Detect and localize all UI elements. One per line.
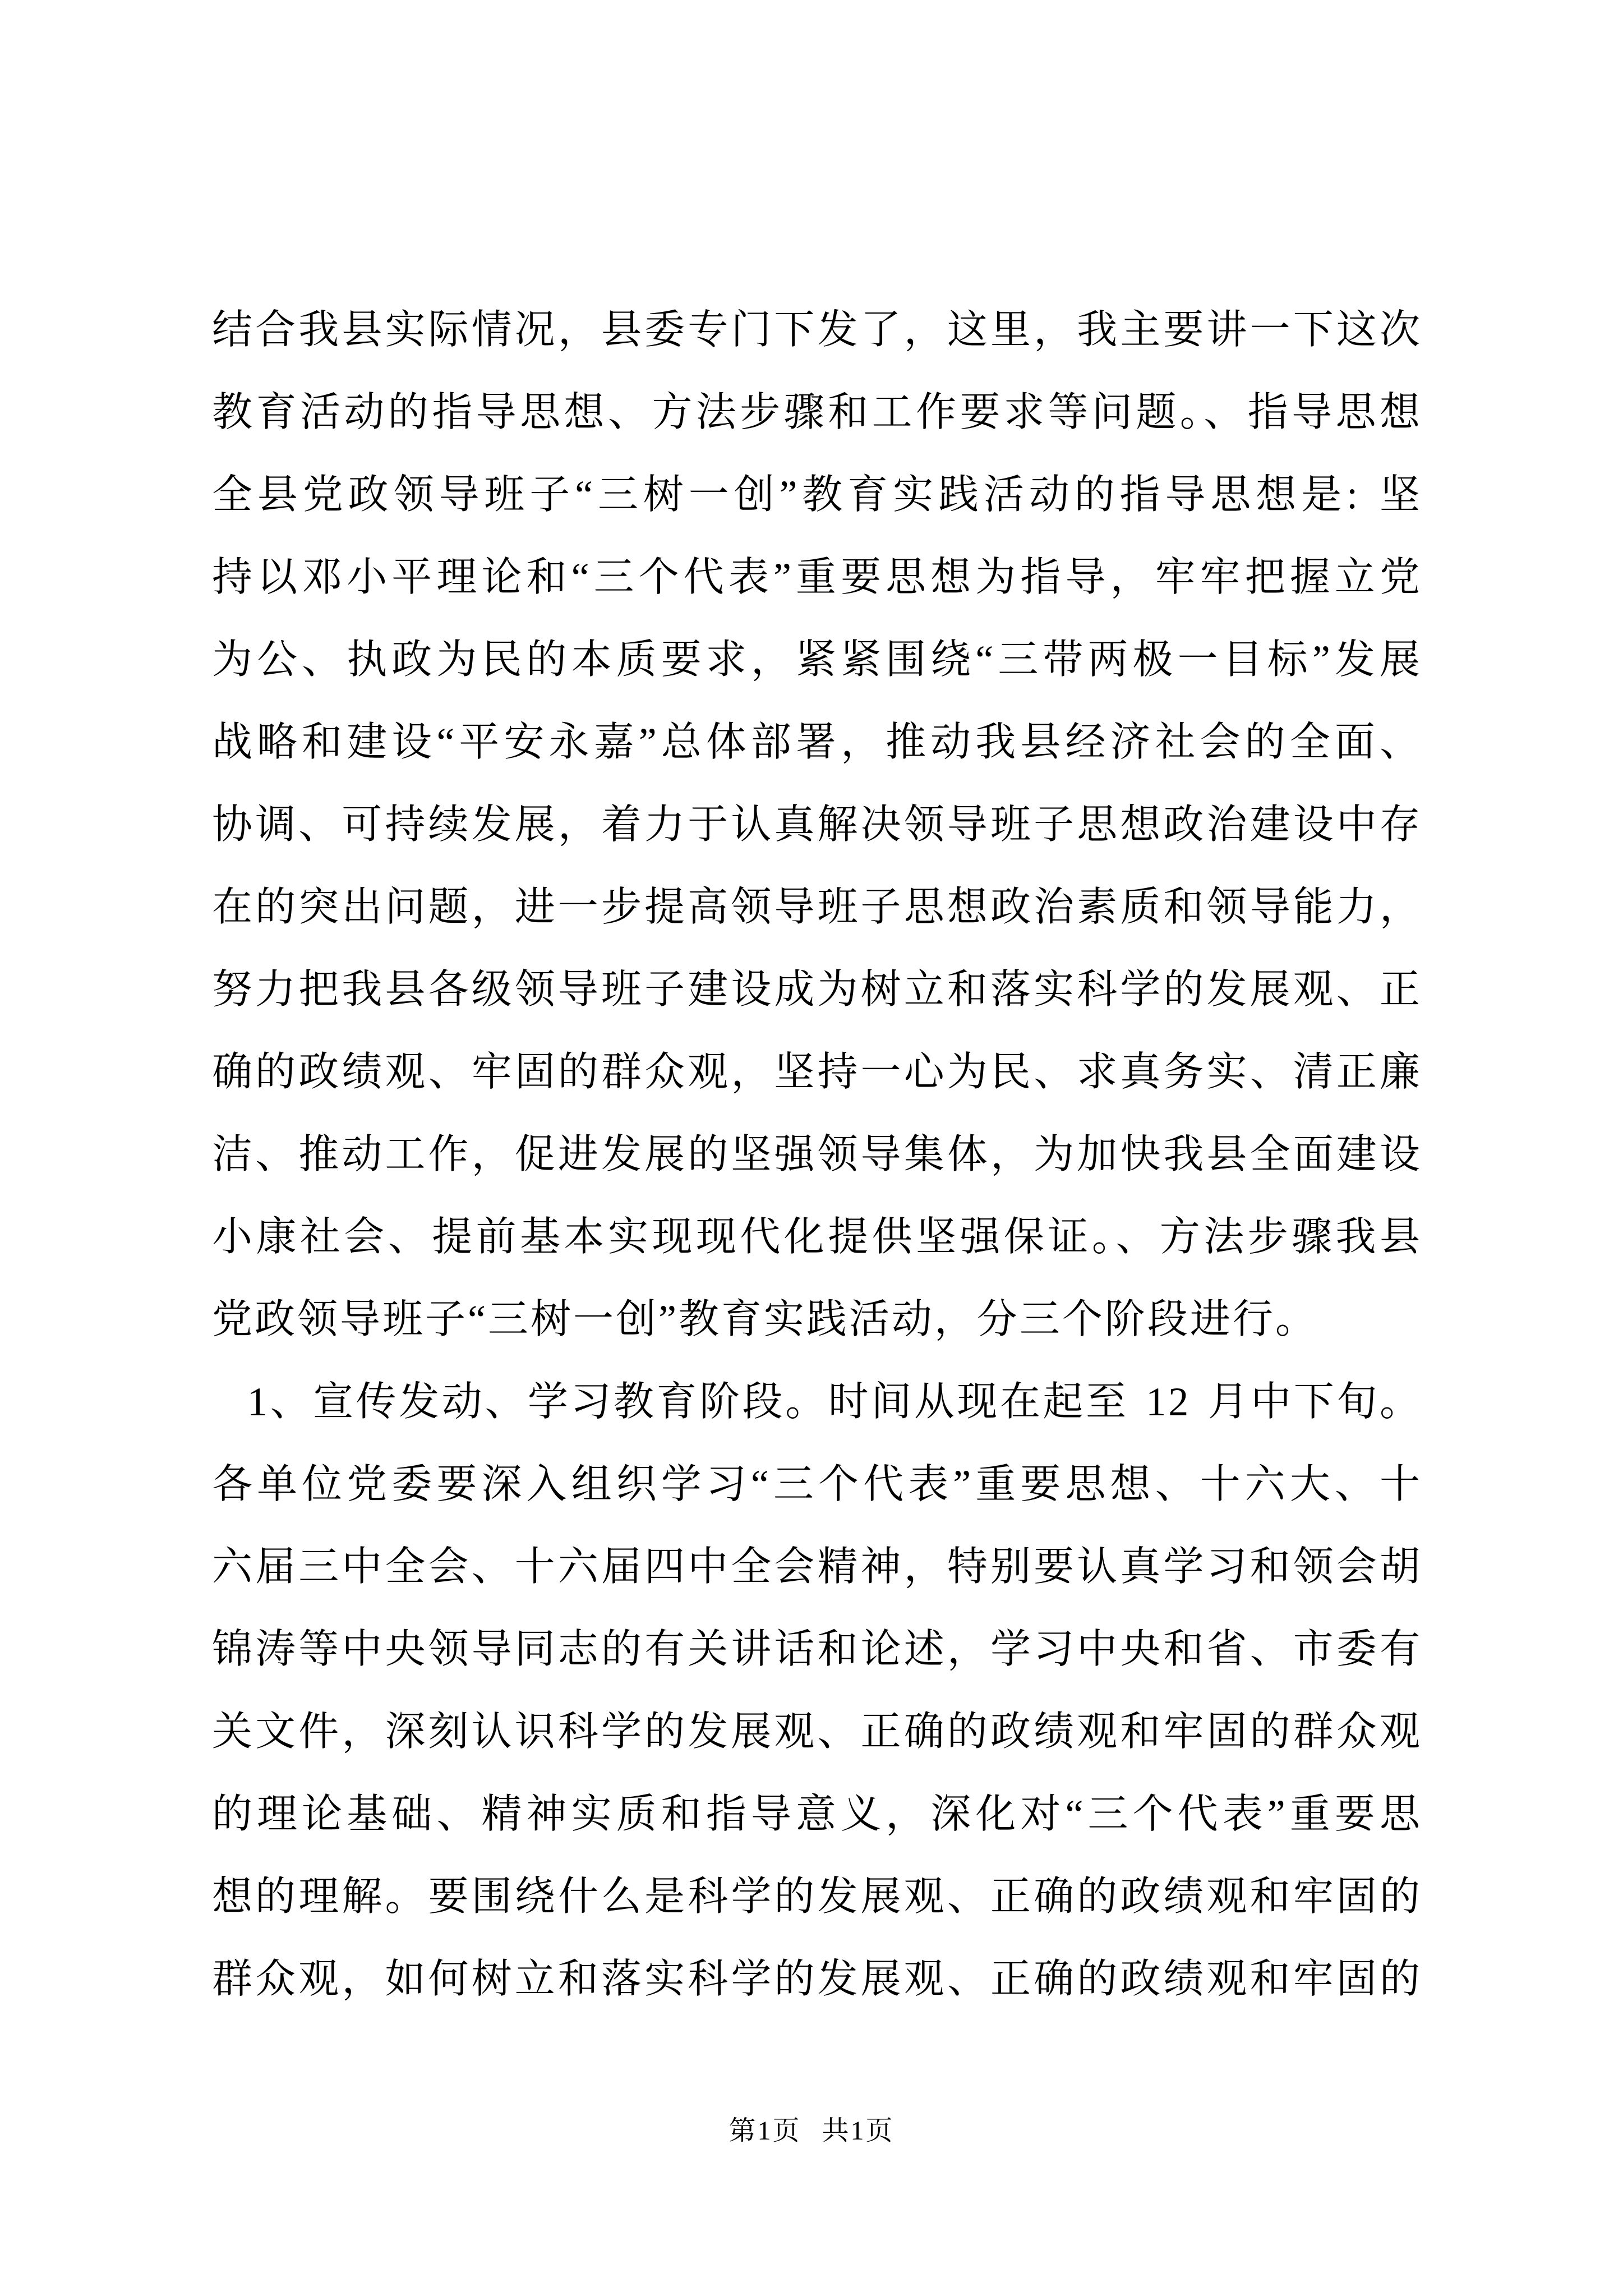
text-line: 的理论基础、精神实质和指导意义，深化对“三个代表”重要思 bbox=[212, 1792, 1422, 1837]
text-line: 关文件，深刻认识科学的发展观、正确的政绩观和牢固的群众观 bbox=[212, 1709, 1422, 1754]
paragraph-2 bbox=[212, 1361, 1422, 2021]
text-line: 六届三中全会、十六届四中全会精神，特别要认真学习和领会胡 bbox=[212, 1544, 1422, 1589]
text-line: 结合我县实际情况，县委专门下发了，这里，我主要讲一下这次 bbox=[212, 307, 1422, 352]
text-line: 协调、可持续发展，着力于认真解决领导班子思想政治建设中存 bbox=[212, 802, 1422, 847]
text-line: 各单位党委要深入组织学习“三个代表”重要思想、十六大、十 bbox=[212, 1462, 1422, 1507]
text-line: 战略和建设“平安永嘉”总体部署，推动我县经济社会的全面、 bbox=[212, 720, 1422, 765]
text-line: 小康社会、提前基本实现现代化提供坚强保证。、方法步骤我县 bbox=[212, 1214, 1422, 1259]
text-line: 群众观，如何树立和落实科学的发展观、正确的政绩观和牢固的 bbox=[212, 1957, 1422, 2001]
text-line: 持以邓小平理论和“三个代表”重要思想为指导，牢牢把握立党 bbox=[212, 555, 1422, 600]
text-line: 党政领导班子“三树一创”教育实践活动，分三个阶段进行。 bbox=[212, 1297, 1318, 1342]
text-line: 全县党政领导班子“三树一创”教育实践活动的指导思想是: 坚 bbox=[212, 472, 1422, 517]
text-line: 锦涛等中央领导同志的有关讲话和论述，学习中央和省、市委有 bbox=[212, 1627, 1422, 1672]
text-line: 在的突出问题，进一步提高领导班子思想政治素质和领导能力， bbox=[212, 885, 1422, 930]
text-line: 1、宣传发动、学习教育阶段。时间从现在起至 12 月中下旬。 bbox=[247, 1379, 1422, 1424]
text-line: 为公、执政为民的本质要求，紧紧围绕“三带两极一目标”发展 bbox=[212, 637, 1422, 682]
text-line: 教育活动的指导思想、方法步骤和工作要求等问题。、指导思想 bbox=[212, 390, 1422, 435]
text-line: 洁、推动工作，促进发展的坚强领导集体，为加快我县全面建设 bbox=[212, 1132, 1422, 1177]
page-footer: 第1页 共1页 bbox=[728, 2116, 895, 2146]
document-body bbox=[212, 289, 1422, 2021]
text-line: 确的政绩观、牢固的群众观，坚持一心为民、求真务实、清正廉 bbox=[212, 1050, 1422, 1094]
paragraph-1 bbox=[212, 289, 1422, 1361]
text-line: 想的理解。要围绕什么是科学的发展观、正确的政绩观和牢固的 bbox=[212, 1874, 1422, 1919]
text-line: 努力把我县各级领导班子建设成为树立和落实科学的发展观、正 bbox=[212, 967, 1422, 1012]
